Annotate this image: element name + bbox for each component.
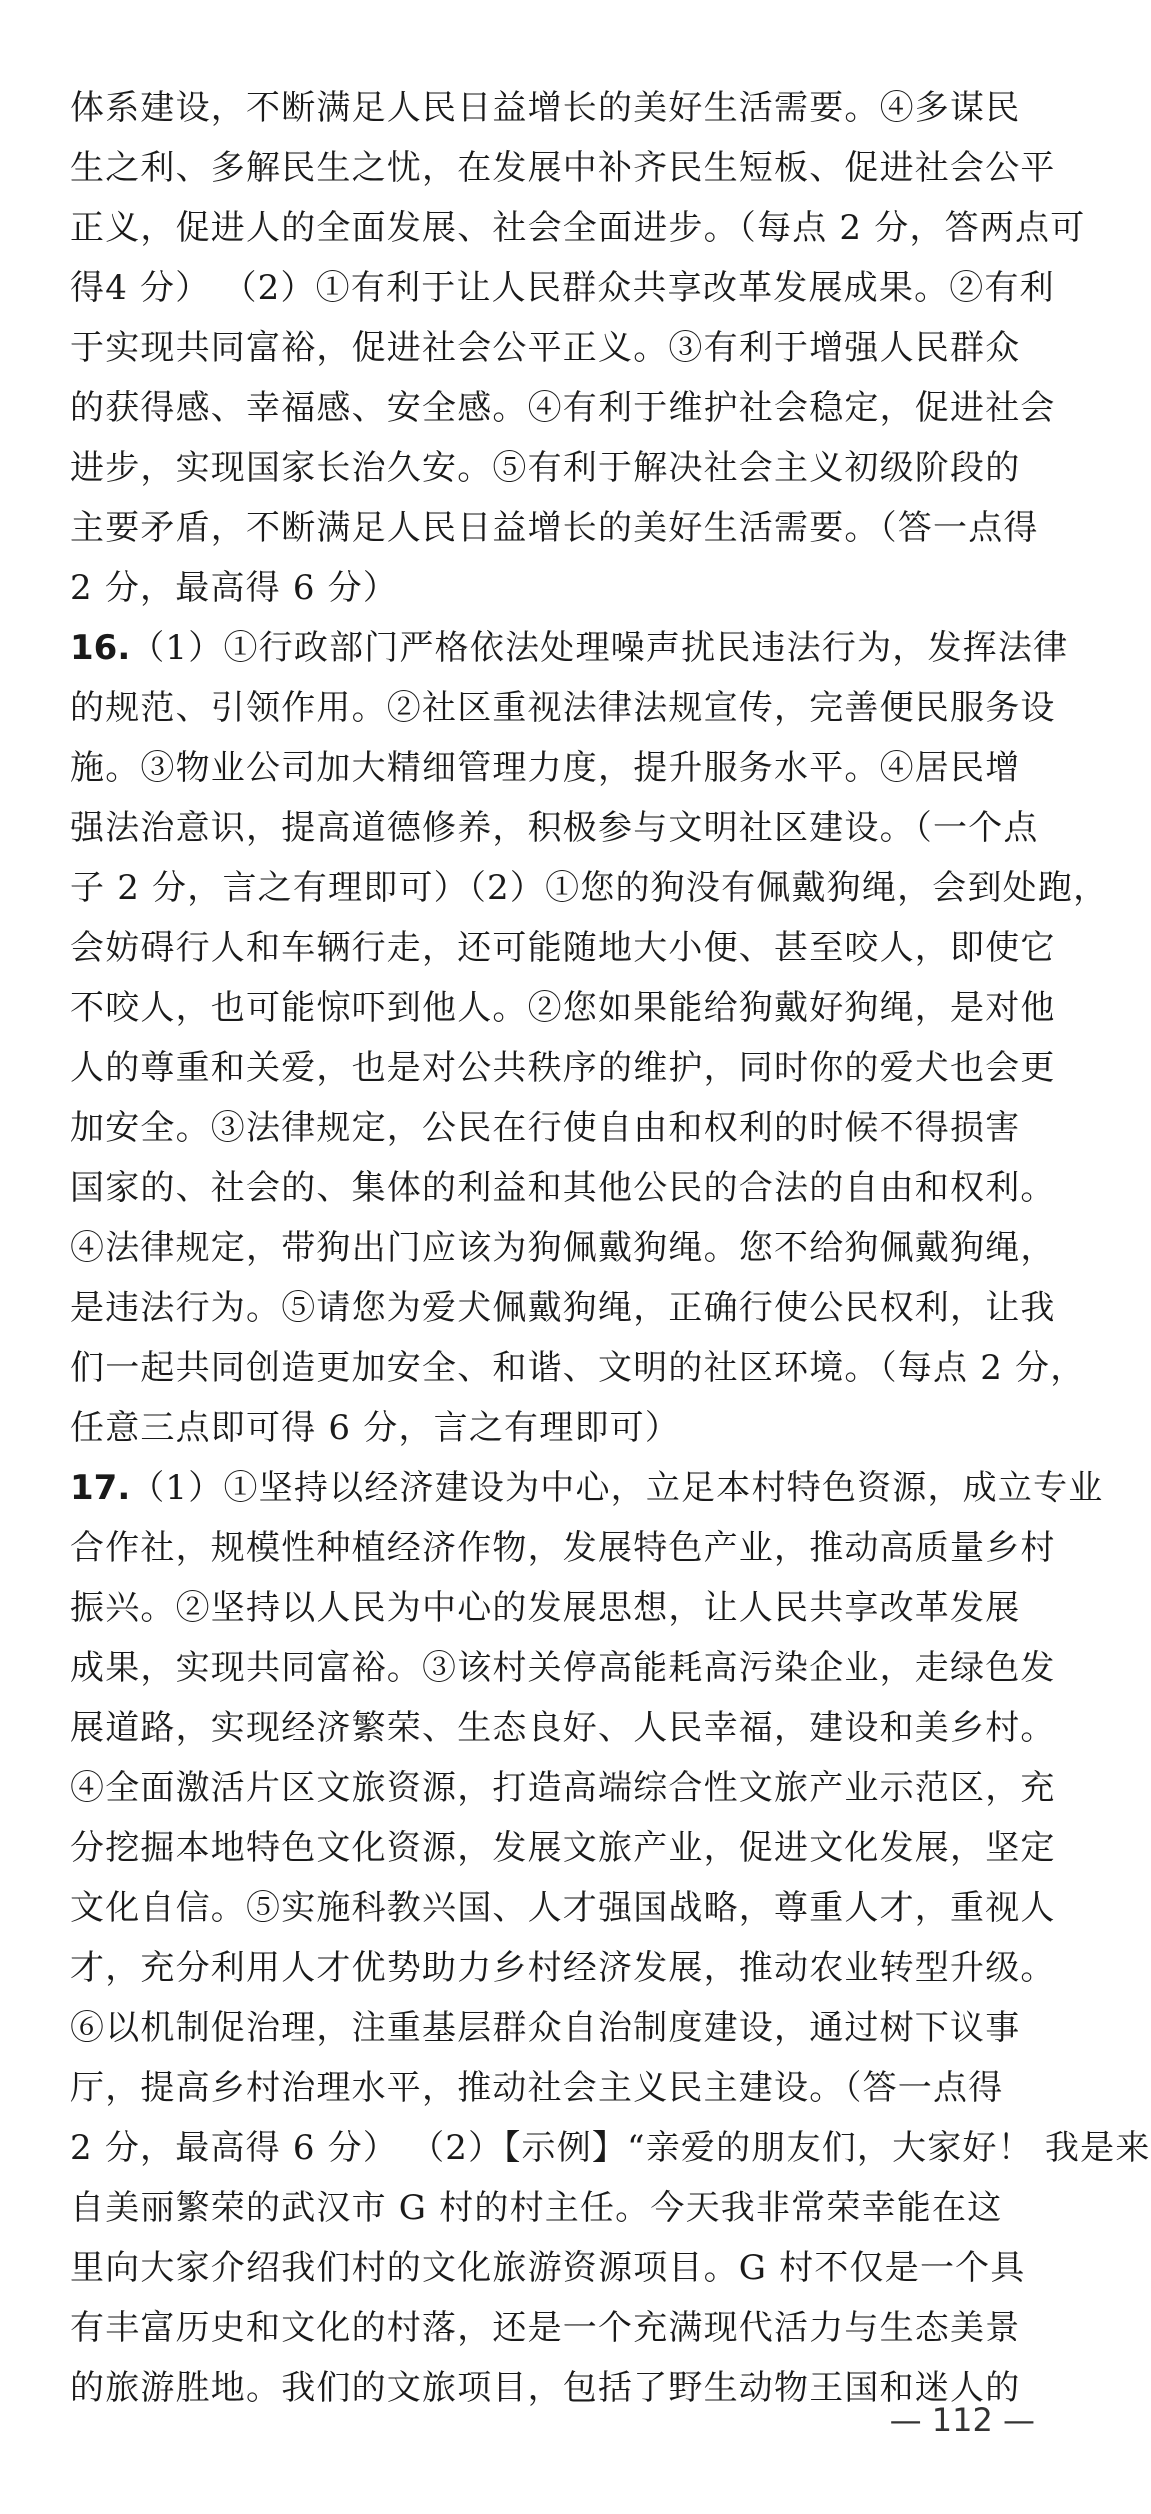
text-line: 子 2 分，言之有理即可）（2）①您的狗没有佩戴狗绳，会到处跑， [70,868,1109,908]
question-17-first-line [70,1458,1104,1518]
text-line: 分挖掘本地特色文化资源，发展文旅产业，促进文化发展，坚定 [70,1828,1056,1868]
text-line: ④全面激活片区文旅资源，打造高端综合性文旅产业示范区，充 [70,1768,1056,1808]
text-line: 2 分，最高得 6 分） （2）【示例】“亲爱的朋友们，大家好！ 我是来 [70,2128,1151,2168]
text-line: 有丰富历史和文化的村落，还是一个充满现代活力与生态美景 [70,2308,1021,2348]
text-span: （1）①坚持以经济建设为中心，立足本村特色资源，成立专业 [130,1468,1104,1508]
text-line: 自美丽繁荣的武汉市 G 村的村主任。今天我非常荣幸能在这 [70,2188,1003,2228]
text-line: 厅，提高乡村治理水平，推动社会主义民主建设。（答一点得 [70,2068,1004,2108]
text-line: 才，充分利用人才优势助力乡村经济发展，推动农业转型升级。 [70,1948,1056,1988]
text-line: 任意三点即可得 6 分，言之有理即可） [70,1408,681,1448]
text-line: 的规范、引领作用。②社区重视法律法规宣传，完善便民服务设 [70,688,1056,728]
text-line: 主要矛盾，不断满足人民日益增长的美好生活需要。（答一点得 [70,508,1039,548]
text-line: 是违法行为。⑤请您为爱犬佩戴狗绳，正确行使公民权利，让我 [70,1288,1056,1328]
text-span: （1）①行政部门严格依法处理噪声扰民违法行为，发挥法律 [130,628,1069,668]
text-line: 生之利、多解民生之忧，在发展中补齐民生短板、促进社会公平 [70,148,1056,188]
text-line: 施。③物业公司加大精细管理力度，提升服务水平。④居民增 [70,748,1021,788]
text-line: 合作社，规模性种植经济作物，发展特色产业，推动高质量乡村 [70,1528,1056,1568]
text-line: 正义，促进人的全面发展、社会全面进步。（每点 2 分，答两点可 [70,208,1086,248]
text-line: 的获得感、幸福感、安全感。④有利于维护社会稳定，促进社会 [70,388,1056,428]
text-line: 振兴。②坚持以人民为中心的发展思想，让人民共享改革发展 [70,1588,1021,1628]
text-line: ⑥以机制促治理，注重基层群众自治制度建设，通过树下议事 [70,2008,1021,2048]
page-number: — 112 — [889,2401,1035,2439]
text-line: 文化自信。⑤实施科教兴国、人才强国战略，尊重人才，重视人 [70,1888,1056,1928]
text-line: 于实现共同富裕，促进社会公平正义。③有利于增强人民群众 [70,328,1021,368]
text-line: 的旅游胜地。我们的文旅项目，包括了野生动物王国和迷人的 [70,2368,1021,2408]
text-line: 2 分，最高得 6 分） [70,568,399,608]
question-16-first-line [70,618,1069,678]
text-line: 体系建设，不断满足人民日益增长的美好生活需要。④多谋民 [70,88,1021,128]
text-line: 会妨碍行人和车辆行走，还可能随地大小便、甚至咬人，即使它 [70,928,1056,968]
text-line: 们一起共同创造更加安全、和谐、文明的社区环境。（每点 2 分， [70,1348,1086,1388]
question-number: 16. [70,628,131,668]
text-line: 人的尊重和关爱，也是对公共秩序的维护，同时你的爱犬也会更 [70,1048,1056,1088]
text-line: 里向大家介绍我们村的文化旅游资源项目。G 村不仅是一个具 [70,2248,1026,2288]
text-line: 展道路，实现经济繁荣、生态良好、人民幸福，建设和美乡村。 [70,1708,1056,1748]
text-line: 国家的、社会的、集体的利益和其他公民的合法的自由和权利。 [70,1168,1056,1208]
text-line: 成果，实现共同富裕。③该村关停高能耗高污染企业，走绿色发 [70,1648,1056,1688]
text-line: 加安全。③法律规定，公民在行使自由和权利的时候不得损害 [70,1108,1021,1148]
text-line: ④法律规定，带狗出门应该为狗佩戴狗绳。您不给狗佩戴狗绳， [70,1228,1056,1268]
text-line: 进步，实现国家长治久安。⑤有利于解决社会主义初级阶段的 [70,448,1021,488]
text-line: 得4 分） （2）①有利于让人民群众共享改革发展成果。②有利 [70,268,1055,308]
text-line: 不咬人，也可能惊吓到他人。②您如果能给狗戴好狗绳，是对他 [70,988,1056,1028]
text-line: 强法治意识，提高道德修养，积极参与文明社区建设。（一个点 [70,808,1039,848]
question-number: 17. [70,1468,131,1508]
